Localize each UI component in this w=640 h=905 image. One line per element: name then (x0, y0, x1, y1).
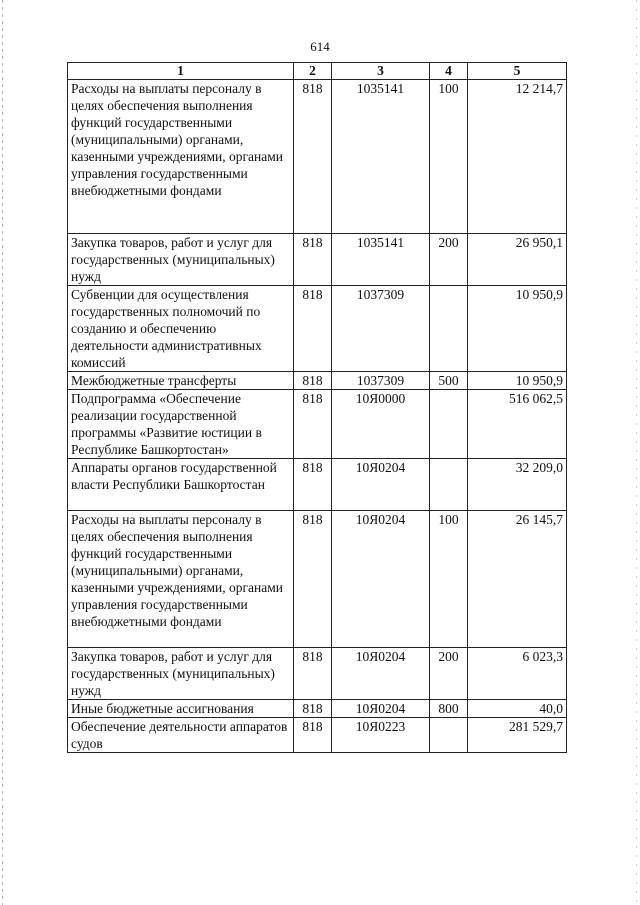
row-type (430, 286, 468, 372)
row-name: Аппараты органов государственной власти Республики Башкортостан (68, 459, 294, 511)
row-article: 1037309 (332, 372, 430, 390)
row-type: 100 (430, 80, 468, 234)
table-row (68, 234, 567, 286)
row-amount: 10 950,9 (468, 286, 567, 372)
row-type: 200 (430, 234, 468, 286)
budget-table (67, 62, 567, 753)
table-row (68, 718, 567, 753)
row-article: 10Я0223 (332, 718, 430, 753)
table-row (68, 390, 567, 459)
row-name: Межбюджетные трансферты (68, 372, 294, 390)
row-amount: 12 214,7 (468, 80, 567, 234)
column-header: 1 (68, 63, 294, 80)
row-type (430, 459, 468, 511)
row-code: 818 (294, 372, 332, 390)
row-article: 10Я0204 (332, 700, 430, 718)
row-type (430, 390, 468, 459)
row-article: 10Я0204 (332, 648, 430, 700)
table-header-row (68, 63, 567, 80)
page-number: 614 (310, 39, 330, 54)
table-row (68, 372, 567, 390)
row-type (430, 718, 468, 753)
table-row (68, 80, 567, 234)
row-name: Обеспечение деятельности аппаратов судов (68, 718, 294, 753)
row-article: 10Я0204 (332, 511, 430, 648)
row-code: 818 (294, 700, 332, 718)
row-code: 818 (294, 718, 332, 753)
row-amount: 6 023,3 (468, 648, 567, 700)
row-name: Подпрограмма «Обеспечение реализации государственной программы «Развитие юстиции в Республике Башкортостан» (68, 390, 294, 459)
row-amount: 516 062,5 (468, 390, 567, 459)
row-article: 1037309 (332, 286, 430, 372)
row-code: 818 (294, 80, 332, 234)
row-amount: 281 529,7 (468, 718, 567, 753)
row-name: Расходы на выплаты персоналу в целях обеспечения выполнения функций государственными (муниципальными) органами, казенными учреждениями, органами управления государственными внебюджетными фондами (68, 80, 294, 234)
row-name: Закупка товаров, работ и услуг для государственных (муниципальных) нужд (68, 234, 294, 286)
column-header: 3 (332, 63, 430, 80)
column-header: 5 (468, 63, 567, 80)
table-row (68, 286, 567, 372)
column-header: 2 (294, 63, 332, 80)
table-row (68, 648, 567, 700)
table-row (68, 700, 567, 718)
scan-edge-right (636, 0, 637, 905)
row-article: 10Я0204 (332, 459, 430, 511)
scan-edge-left (2, 0, 3, 905)
row-code: 818 (294, 511, 332, 648)
row-code: 818 (294, 390, 332, 459)
row-name: Субвенции для осуществления государственных полномочий по созданию и обеспечению деятельности административных комиссий (68, 286, 294, 372)
table-row (68, 459, 567, 511)
row-name: Расходы на выплаты персоналу в целях обеспечения выполнения функций государственными (муниципальными) органами, казенными учреждениями, органами управления государственными внебюджетными фондами (68, 511, 294, 648)
row-type: 500 (430, 372, 468, 390)
row-amount: 40,0 (468, 700, 567, 718)
column-header: 4 (430, 63, 468, 80)
row-amount: 26 950,1 (468, 234, 567, 286)
row-code: 818 (294, 234, 332, 286)
row-article: 10Я0000 (332, 390, 430, 459)
row-amount: 26 145,7 (468, 511, 567, 648)
row-code: 818 (294, 286, 332, 372)
row-type: 800 (430, 700, 468, 718)
row-amount: 10 950,9 (468, 372, 567, 390)
row-article: 1035141 (332, 80, 430, 234)
row-name: Закупка товаров, работ и услуг для государственных (муниципальных) нужд (68, 648, 294, 700)
row-type: 200 (430, 648, 468, 700)
table-row (68, 511, 567, 648)
row-type: 100 (430, 511, 468, 648)
row-article: 1035141 (332, 234, 430, 286)
row-code: 818 (294, 459, 332, 511)
row-amount: 32 209,0 (468, 459, 567, 511)
row-name: Иные бюджетные ассигнования (68, 700, 294, 718)
row-code: 818 (294, 648, 332, 700)
